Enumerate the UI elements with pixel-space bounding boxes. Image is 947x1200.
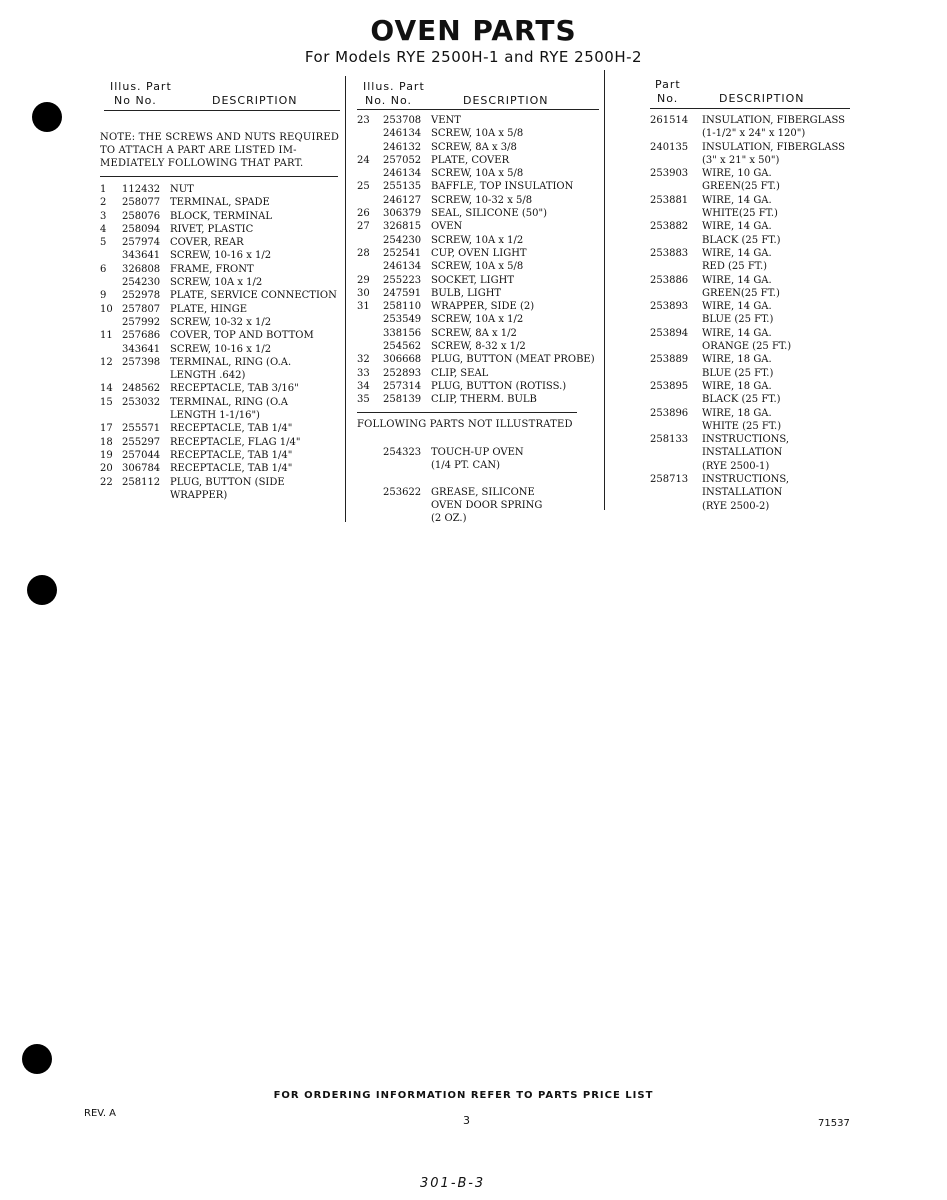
binder-hole-middle xyxy=(27,575,57,605)
illus-number: 30 xyxy=(357,287,370,299)
illus-number: 4 xyxy=(100,223,107,235)
part-number: 248562 xyxy=(122,383,161,395)
part-number: 246127 xyxy=(383,194,422,206)
part-number: 306784 xyxy=(122,463,161,475)
table-row xyxy=(650,407,850,420)
part-description: PLATE, COVER xyxy=(431,154,510,166)
note-line: NOTE: THE SCREWS AND NUTS REQUIRED xyxy=(100,132,340,143)
ordering-info: FOR ORDERING INFORMATION REFER TO PARTS PRICE LIST xyxy=(273,1090,654,1101)
illus-number: 34 xyxy=(357,380,370,392)
part-number: 253894 xyxy=(650,327,689,339)
part-description: OVEN xyxy=(431,221,463,233)
handwritten-note: 301-B-3 xyxy=(420,1176,486,1191)
col1-header-no: No No. xyxy=(114,94,157,107)
illus-number: 33 xyxy=(357,367,370,379)
part-number: 253896 xyxy=(650,407,689,419)
illus-number: 6 xyxy=(100,263,107,275)
table-row xyxy=(357,260,601,273)
part-number: 306379 xyxy=(383,208,422,220)
part-description: INSTRUCTIONS, xyxy=(702,474,790,486)
table-row xyxy=(357,180,601,193)
part-description: INSULATION, FIBERGLASS xyxy=(702,115,846,126)
col1-header-illus: Illus. Part xyxy=(110,80,172,93)
part-description: PLUG, BUTTON (MEAT PROBE) xyxy=(431,354,595,366)
col1-header-rule xyxy=(104,110,340,111)
table-row xyxy=(100,369,342,382)
not-illustrated-list xyxy=(357,446,601,526)
part-description: WRAPPER, SIDE (2) xyxy=(431,301,535,313)
part-number: 247591 xyxy=(383,287,422,299)
part-description: GREASE, SILICONE xyxy=(431,486,535,498)
table-row xyxy=(357,300,601,313)
part-description: BLUE (25 FT.) xyxy=(702,367,774,379)
table-row xyxy=(357,154,601,167)
part-number: 253032 xyxy=(122,396,161,408)
part-number: 261514 xyxy=(650,115,689,126)
part-description: WIRE, 14 GA. xyxy=(702,301,772,313)
table-row xyxy=(357,446,601,459)
part-number: 253883 xyxy=(650,247,689,259)
col3-header-description: DESCRIPTION xyxy=(719,92,805,105)
col2-header-rule xyxy=(357,109,599,110)
document-code: 71537 xyxy=(818,1118,850,1129)
part-number: 246134 xyxy=(383,168,422,180)
part-number: 258133 xyxy=(650,434,689,446)
illus-number: 3 xyxy=(100,210,107,222)
table-row xyxy=(357,141,601,154)
table-row xyxy=(100,396,342,409)
table-row xyxy=(357,114,601,127)
part-description: PLUG, BUTTON (ROTISS.) xyxy=(431,380,567,392)
table-row xyxy=(650,287,850,300)
illus-number: 15 xyxy=(100,396,113,408)
part-number: 112432 xyxy=(122,184,161,195)
part-description: SCREW, 8A x 3/8 xyxy=(431,141,517,153)
table-row xyxy=(357,247,601,260)
part-description: COVER, TOP AND BOTTOM xyxy=(170,330,314,342)
table-row xyxy=(100,263,342,276)
part-description: TERMINAL, SPADE xyxy=(170,197,270,209)
part-description: WIRE, 14 GA. xyxy=(702,194,772,206)
part-description: WIRE, 14 GA. xyxy=(702,247,772,259)
table-row xyxy=(650,234,850,247)
assembly-note xyxy=(100,131,350,170)
illus-number: 2 xyxy=(100,197,107,209)
part-description: BULB, LIGHT xyxy=(431,287,502,299)
table-row xyxy=(100,422,342,435)
part-number: 254323 xyxy=(383,447,422,458)
column-divider-2 xyxy=(604,70,605,510)
part-description: OVEN DOOR SPRING xyxy=(431,500,543,512)
illus-number: 26 xyxy=(357,208,370,220)
binder-hole-bottom xyxy=(22,1044,52,1074)
col3-header-rule xyxy=(650,108,850,109)
table-row xyxy=(357,393,601,406)
part-description: RIVET, PLASTIC xyxy=(170,223,254,235)
table-row xyxy=(100,409,342,422)
part-description: RECEPTACLE, TAB 1/4" xyxy=(170,449,293,461)
part-number: 257974 xyxy=(122,237,161,249)
part-description: SCREW, 10A x 5/8 xyxy=(431,128,524,140)
part-description: BLOCK, TERMINAL xyxy=(170,210,272,222)
table-row xyxy=(650,473,850,486)
table-row xyxy=(357,287,601,300)
part-number: 253882 xyxy=(650,221,689,233)
part-description: SCREW, 10A x 1/2 xyxy=(431,234,524,246)
col2-section-rule xyxy=(357,412,577,413)
table-row xyxy=(100,223,342,236)
part-number: 246134 xyxy=(383,128,422,140)
part-description: BAFFLE, TOP INSULATION xyxy=(431,181,574,193)
part-description: BLACK (25 FT.) xyxy=(702,394,781,406)
table-row xyxy=(357,313,601,326)
part-number: 253549 xyxy=(383,314,422,326)
part-number: 338156 xyxy=(383,327,422,339)
part-description: ORANGE (25 FT.) xyxy=(702,341,792,353)
part-number: 326808 xyxy=(122,263,161,275)
illus-number: 32 xyxy=(357,354,370,366)
table-row xyxy=(357,499,601,512)
table-row xyxy=(100,476,342,489)
part-number: 246134 xyxy=(383,261,422,273)
table-row xyxy=(100,236,342,249)
part-description: INSTALLATION xyxy=(702,487,783,499)
part-description: (1/4 PT. CAN) xyxy=(431,460,500,472)
part-number: 255223 xyxy=(383,274,422,286)
part-description: SCREW, 10-16 x 1/2 xyxy=(170,250,272,262)
illus-number: 24 xyxy=(357,154,370,166)
table-row xyxy=(100,249,342,262)
table-row xyxy=(357,220,601,233)
part-number: 257992 xyxy=(122,316,161,328)
table-row xyxy=(357,327,601,340)
col3-parts-list xyxy=(650,114,850,513)
illus-number: 28 xyxy=(357,247,370,259)
table-row xyxy=(100,289,342,302)
part-number: 253903 xyxy=(650,168,689,180)
part-description: WRAPPER) xyxy=(170,489,228,501)
part-description: SCREW, 10A x 1/2 xyxy=(431,314,524,326)
illus-number: 25 xyxy=(357,181,370,193)
part-number: 257807 xyxy=(122,303,161,315)
page-subtitle: For Models RYE 2500H-1 and RYE 2500H-2 xyxy=(304,48,643,66)
illus-number: 20 xyxy=(100,463,113,475)
part-number: 257052 xyxy=(383,154,422,166)
table-row xyxy=(100,462,342,475)
not-illustrated-heading: FOLLOWING PARTS NOT ILLUSTRATED xyxy=(357,419,573,430)
table-row xyxy=(100,329,342,342)
part-number: 255297 xyxy=(122,436,161,448)
part-description: LENGTH 1-1/16") xyxy=(170,410,260,422)
part-description: INSULATION, FIBERGLASS xyxy=(702,141,846,153)
illus-number: 18 xyxy=(100,436,113,448)
table-row xyxy=(650,327,850,340)
col3-header-part: Part xyxy=(655,78,681,91)
part-description: WIRE, 18 GA. xyxy=(702,354,772,366)
table-row xyxy=(100,436,342,449)
part-number: 253622 xyxy=(383,486,422,498)
part-number: 257686 xyxy=(122,330,161,342)
part-description: (RYE 2500-1) xyxy=(702,460,770,472)
part-description: VENT xyxy=(431,115,461,126)
table-row xyxy=(650,220,850,233)
col2-header-illus: Illus. Part xyxy=(363,80,425,93)
part-number: 258110 xyxy=(383,301,422,313)
table-row xyxy=(650,247,850,260)
part-description: PLATE, HINGE xyxy=(170,303,248,315)
part-number: 343641 xyxy=(122,250,161,262)
part-number: 252893 xyxy=(383,367,422,379)
illus-number: 27 xyxy=(357,221,370,233)
part-description: SCREW, 10A x 5/8 xyxy=(431,168,524,180)
table-row xyxy=(100,382,342,395)
part-description: SEAL, SILICONE (50") xyxy=(431,208,547,220)
revision-label: REV. A xyxy=(84,1108,117,1119)
table-row xyxy=(650,433,850,446)
table-row xyxy=(357,367,601,380)
table-row xyxy=(650,141,850,154)
table-row xyxy=(650,380,850,393)
binder-hole-top xyxy=(32,102,62,132)
note-line: MEDIATELY FOLLOWING THAT PART. xyxy=(100,158,304,169)
part-number: 252541 xyxy=(383,247,422,259)
table-row xyxy=(100,449,342,462)
col3-header-no: No. xyxy=(657,92,679,105)
table-row xyxy=(100,183,342,196)
col3-header xyxy=(655,78,855,108)
table-row xyxy=(650,300,850,313)
part-description: RECEPTACLE, TAB 1/4" xyxy=(170,423,293,435)
part-number: 257314 xyxy=(383,380,422,392)
illus-number: 11 xyxy=(100,330,113,342)
table-row xyxy=(650,114,850,127)
table-row xyxy=(650,486,850,499)
col1-header xyxy=(110,80,340,110)
table-row xyxy=(650,194,850,207)
part-description: SCREW, 8A x 1/2 xyxy=(431,327,517,339)
note-line: TO ATTACH A PART ARE LISTED IM- xyxy=(100,145,297,156)
table-row xyxy=(357,234,601,247)
part-number: 255571 xyxy=(122,423,161,435)
table-row xyxy=(357,486,601,499)
note-rule xyxy=(100,176,338,177)
part-description: WHITE (25 FT.) xyxy=(702,420,782,432)
table-row xyxy=(650,167,850,180)
table-row xyxy=(100,343,342,356)
table-row xyxy=(357,353,601,366)
table-row xyxy=(650,207,850,220)
part-number: 306668 xyxy=(383,354,422,366)
part-number: 254230 xyxy=(122,277,161,289)
col1-parts-list xyxy=(100,183,342,502)
part-number: 240135 xyxy=(650,141,689,153)
table-row xyxy=(650,127,850,140)
part-description: TERMINAL, RING (O.A xyxy=(170,396,288,408)
part-description: WIRE, 14 GA. xyxy=(702,221,772,233)
part-description: GREEN(25 FT.) xyxy=(702,181,780,193)
part-description: SOCKET, LIGHT xyxy=(431,274,514,286)
table-row xyxy=(650,313,850,326)
table-row xyxy=(100,489,342,502)
part-description: CLIP, SEAL xyxy=(431,367,489,379)
col2-header xyxy=(363,80,601,110)
table-row xyxy=(650,393,850,406)
part-description: WIRE, 18 GA. xyxy=(702,380,772,392)
illus-number: 10 xyxy=(100,303,113,315)
table-row xyxy=(357,127,601,140)
part-number: 258112 xyxy=(122,476,161,488)
table-row xyxy=(650,367,850,380)
table-row xyxy=(650,180,850,193)
part-description: SCREW, 10-32 x 5/8 xyxy=(431,194,533,206)
part-description: (1-1/2" x 24" x 120") xyxy=(702,128,806,140)
part-description: PLUG, BUTTON (SIDE xyxy=(170,476,285,488)
part-description: SCREW, 8-32 x 1/2 xyxy=(431,341,526,353)
illus-number: 29 xyxy=(357,274,370,286)
part-number: 253889 xyxy=(650,354,689,366)
illus-number: 31 xyxy=(357,301,370,313)
part-description: GREEN(25 FT.) xyxy=(702,287,780,299)
part-number: 258713 xyxy=(650,474,689,486)
page-title: OVEN PARTS xyxy=(370,14,577,47)
page-number: 3 xyxy=(463,1114,470,1127)
table-row xyxy=(650,340,850,353)
part-description: BLUE (25 FT.) xyxy=(702,314,774,326)
table-row xyxy=(100,303,342,316)
part-description: PLATE, SERVICE CONNECTION xyxy=(170,290,337,302)
illus-number: 22 xyxy=(100,476,113,488)
part-description: RECEPTACLE, TAB 1/4" xyxy=(170,463,293,475)
table-row xyxy=(357,459,601,472)
part-description: WIRE, 18 GA. xyxy=(702,407,772,419)
part-description: SCREW, 10A x 1/2 xyxy=(170,277,263,289)
table-row xyxy=(650,260,850,273)
table-row xyxy=(357,473,601,486)
part-description: WHITE(25 FT.) xyxy=(702,208,778,220)
part-number: 258077 xyxy=(122,197,161,209)
table-row xyxy=(357,167,601,180)
part-number: 254562 xyxy=(383,341,422,353)
part-description: BLACK (25 FT.) xyxy=(702,234,781,246)
col1-header-description: DESCRIPTION xyxy=(212,94,298,107)
illus-number: 35 xyxy=(357,394,370,406)
table-row xyxy=(100,276,342,289)
col2-header-description: DESCRIPTION xyxy=(463,94,549,107)
table-row xyxy=(357,380,601,393)
illus-number: 23 xyxy=(357,115,370,126)
part-description: (3" x 21" x 50") xyxy=(702,154,780,166)
part-description: RED (25 FT.) xyxy=(702,261,768,273)
part-description: (2 OZ.) xyxy=(431,513,467,525)
part-number: 258076 xyxy=(122,210,161,222)
table-row xyxy=(357,194,601,207)
part-number: 257044 xyxy=(122,449,161,461)
part-number: 258139 xyxy=(383,394,422,406)
part-number: 246132 xyxy=(383,141,422,153)
table-row xyxy=(100,316,342,329)
col2-header-no: No. No. xyxy=(365,94,413,107)
part-number: 253881 xyxy=(650,194,689,206)
part-number: 254230 xyxy=(383,234,422,246)
table-row xyxy=(650,353,850,366)
part-description: FRAME, FRONT xyxy=(170,263,254,275)
part-number: 252978 xyxy=(122,290,161,302)
illus-number: 19 xyxy=(100,449,113,461)
part-number: 326815 xyxy=(383,221,422,233)
part-number: 253893 xyxy=(650,301,689,313)
part-number: 253708 xyxy=(383,115,422,126)
part-number: 253886 xyxy=(650,274,689,286)
table-row xyxy=(100,196,342,209)
illus-number: 1 xyxy=(100,184,107,195)
part-number: 343641 xyxy=(122,343,161,355)
part-description: (RYE 2500-2) xyxy=(702,500,770,512)
table-row xyxy=(650,154,850,167)
col2-parts-list xyxy=(357,114,601,407)
table-row xyxy=(100,210,342,223)
table-row xyxy=(650,460,850,473)
table-row xyxy=(100,356,342,369)
table-row xyxy=(650,446,850,459)
table-row xyxy=(650,420,850,433)
table-row xyxy=(357,274,601,287)
part-description: SCREW, 10-32 x 1/2 xyxy=(170,316,272,328)
illus-number: 5 xyxy=(100,237,107,249)
part-description: TOUCH-UP OVEN xyxy=(431,447,524,458)
part-description: SCREW, 10-16 x 1/2 xyxy=(170,343,272,355)
part-description: CLIP, THERM. BULB xyxy=(431,394,537,406)
table-row xyxy=(357,512,601,525)
table-row xyxy=(357,207,601,220)
part-description: WIRE, 14 GA. xyxy=(702,327,772,339)
illus-number: 12 xyxy=(100,356,113,368)
part-description: CUP, OVEN LIGHT xyxy=(431,247,527,259)
part-number: 255135 xyxy=(383,181,422,193)
part-description: TERMINAL, RING (O.A. xyxy=(170,356,292,368)
part-description: INSTRUCTIONS, xyxy=(702,434,790,446)
part-description: COVER, REAR xyxy=(170,237,244,249)
part-number: 253895 xyxy=(650,380,689,392)
part-description: WIRE, 14 GA. xyxy=(702,274,772,286)
part-number: 258094 xyxy=(122,223,161,235)
part-description: RECEPTACLE, FLAG 1/4" xyxy=(170,436,301,448)
illus-number: 14 xyxy=(100,383,113,395)
part-description: NUT xyxy=(170,184,194,195)
part-description: LENGTH .642) xyxy=(170,370,246,382)
table-row xyxy=(650,500,850,513)
part-description: RECEPTACLE, TAB 3/16" xyxy=(170,383,299,395)
illus-number: 17 xyxy=(100,423,113,435)
part-number: 257398 xyxy=(122,356,161,368)
illus-number: 9 xyxy=(100,290,107,302)
table-row xyxy=(357,340,601,353)
table-row xyxy=(650,274,850,287)
part-description: INSTALLATION xyxy=(702,447,783,459)
part-description: WIRE, 10 GA. xyxy=(702,168,772,180)
part-description: SCREW, 10A x 5/8 xyxy=(431,261,524,273)
